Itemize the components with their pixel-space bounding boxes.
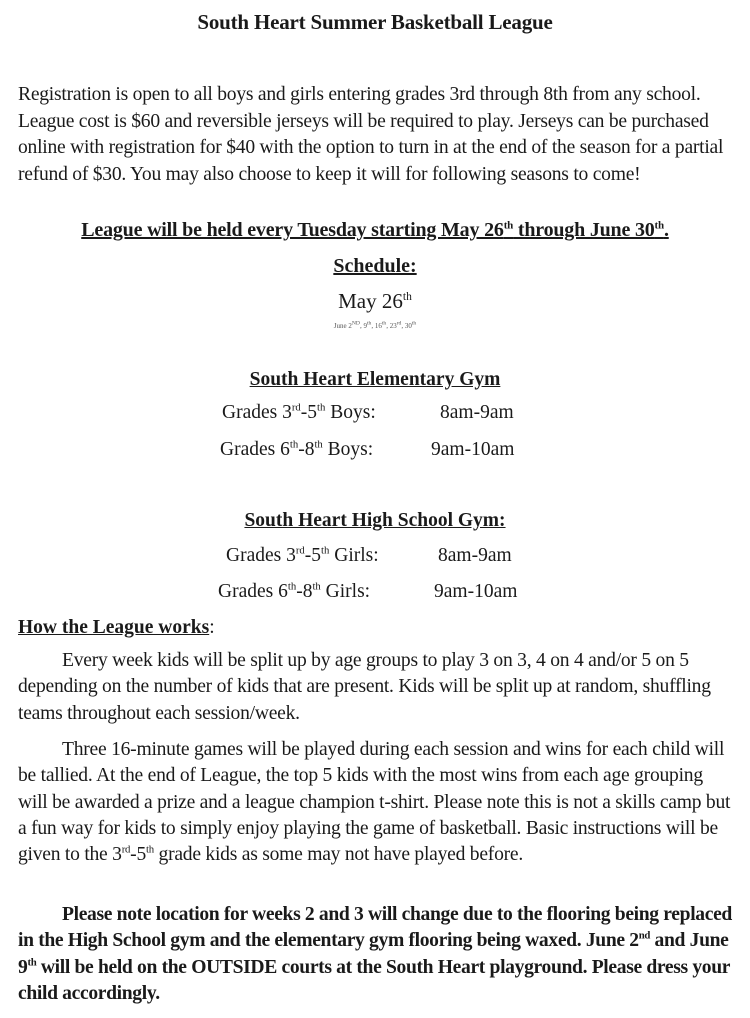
document-title: South Heart Summer Basketball League <box>197 10 553 34</box>
slot-time: 8am-9am <box>440 402 514 423</box>
first-date <box>0 289 750 314</box>
slot-time: 8am-9am <box>438 545 512 566</box>
schedule-heading: Schedule: <box>333 255 417 277</box>
dates-text-start: League will be held every Tuesday starting May 26 <box>81 219 504 241</box>
ordinal-suffix: th <box>402 291 412 303</box>
how-it-works-paragraph-2: Three 16-minute games will be played during each session and wins for each child will be tallied. At the end of League, the top 5 kids with the most wins from each age grouping will be awarded a prize and a league champion t-shirt. Please note this is not a skills camp but a fun way for kids to simply enjoy playing the game of basketball. Basic instructions will be given to the 3rd-5th grade kids as some may not have played before. <box>18 739 731 866</box>
ordinal-suffix: th <box>411 320 417 327</box>
ordinal-suffix: rd <box>396 320 402 327</box>
date-item: June 2 <box>333 322 352 330</box>
heading-colon: : <box>209 617 215 638</box>
ordinal-suffix: th <box>503 219 514 232</box>
slot-time: 9am-10am <box>431 439 515 460</box>
date-item: , 30 <box>401 322 412 330</box>
elementary-gym-heading: South Heart Elementary Gym <box>249 369 501 390</box>
dates-text-end: . <box>663 219 669 241</box>
location-change-notice: Please note location for weeks 2 and 3 will change due to the flooring being replaced in the High School gym and the elementary gym flooring being waxed. June 2nd and June 9th will be held on the OUTSIDE courts at the South Heart playground. Please dress your child accordingly. <box>18 904 732 1004</box>
ordinal-suffix: th <box>654 219 664 232</box>
league-dates-line <box>0 219 750 242</box>
ordinal-suffix: th <box>381 320 387 327</box>
slot-grades: Grades 6th-8th Boys: <box>220 438 374 460</box>
other-dates <box>0 322 750 330</box>
how-it-works-paragraph-1: Every week kids will be split up by age groups to play 3 on 3, 4 on 4 and/or 5 on 5 depending on the number of kids that are present. Kids will be split up at random, shuffling teams throughout each session/week. <box>18 650 711 724</box>
dates-text-middle: through June 30 <box>513 219 655 241</box>
date-item: , 16 <box>371 322 382 330</box>
date-item: , 23 <box>386 322 397 330</box>
how-it-works-heading <box>18 617 215 639</box>
high-school-gym-heading: South Heart High School Gym: <box>244 510 506 531</box>
slot-grades: Grades 3rd-5th Girls: <box>226 544 379 566</box>
ordinal-suffix: ND <box>351 320 360 327</box>
registration-paragraph: Registration is open to all boys and girls entering grades 3rd through 8th from any school. League cost is $60 and reversible jerseys will be required to play. Jerseys can be purchased online with registration for $40 with the option to turn in at the end of the season for a partial refund of $30. You may also choose to keep it will for following seasons to come! <box>18 84 724 185</box>
slot-grades: Grades 6th-8th Girls: <box>218 580 371 602</box>
slot-time: 9am-10am <box>434 581 518 602</box>
first-date-text: May 26 <box>338 289 403 313</box>
ordinal-suffix: th <box>366 320 372 327</box>
date-item: , 9 <box>359 322 367 330</box>
how-it-works-heading-text: How the League works <box>18 617 210 638</box>
slot-grades: Grades 3rd-5th Boys: <box>222 401 376 423</box>
